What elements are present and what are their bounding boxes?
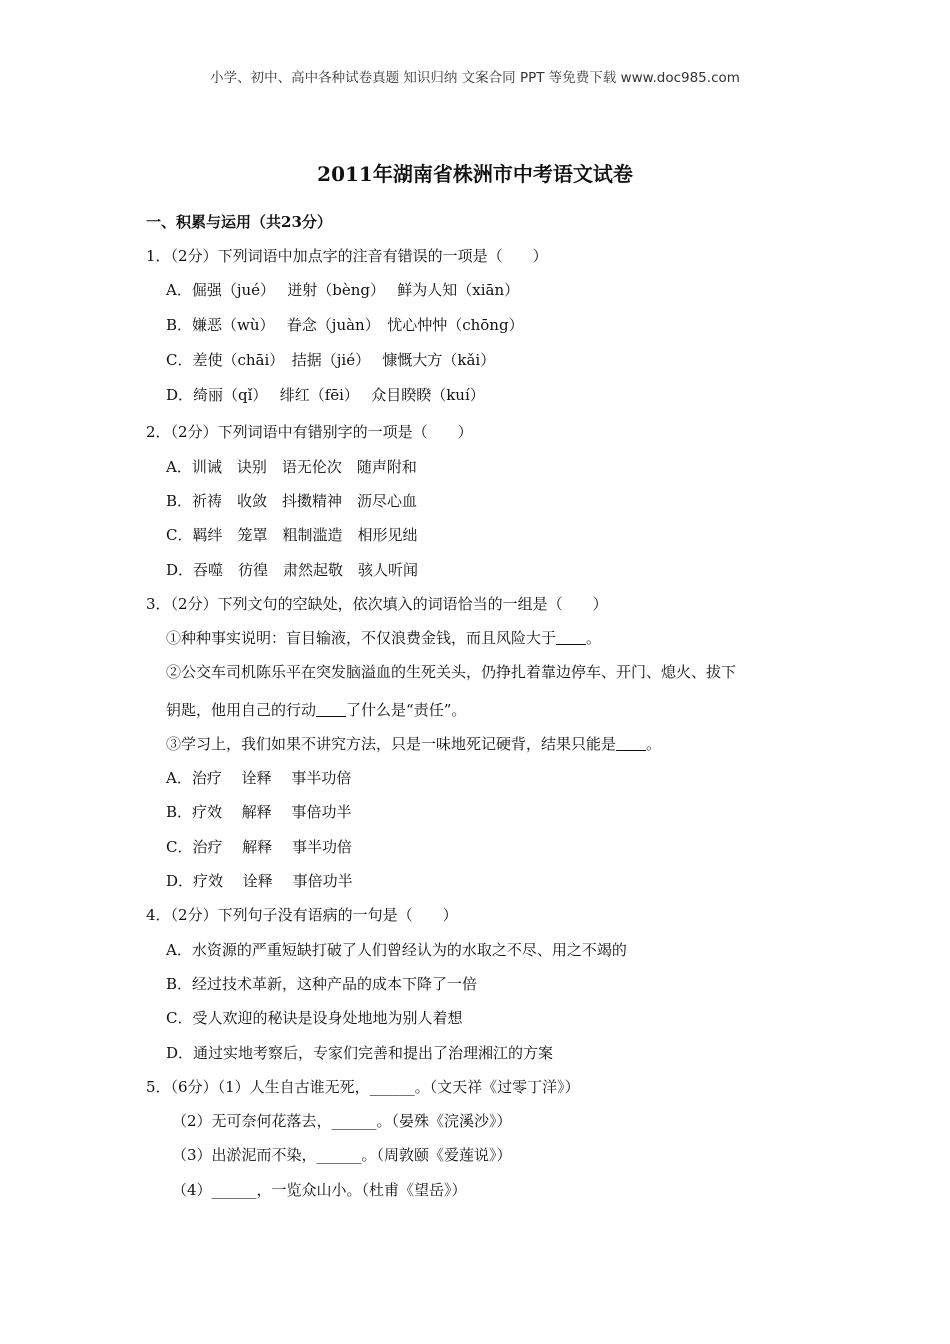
question-2-stem: 2．（2分）下列词语中有错别字的一项是（ ） xyxy=(146,423,473,441)
question-5-line-3: （3）出淤泥而不染，______。（周敦颐《爱莲说》） xyxy=(172,1146,512,1164)
question-3-option-d: D．疗效 诠释 事倍功半 xyxy=(166,872,353,890)
question-3-sentence-2-cont: 钥匙，他用自己的行动 了什么是“责任”。 xyxy=(166,701,467,719)
question-2-option-d: D．吞噬 彷徨 肃然起敬 骇人听闻 xyxy=(166,561,419,579)
question-4-stem: 4．（2分）下列句子没有语病的一句是（ ） xyxy=(146,906,458,924)
question-1-option-c: C．差使（chāi） 拮据（jié） 慷慨大方（kǎi） xyxy=(166,351,496,369)
question-2-option-c: C．羁绊 笼罩 粗制滥造 相形见绌 xyxy=(166,526,418,544)
answer-blank xyxy=(616,735,646,753)
question-2-option-b: B．祈祷 收敛 抖擞精神 沥尽心血 xyxy=(166,492,418,510)
question-3-sentence-2: ②公交车司机陈乐平在突发脑溢血的生死关头，仍挣扎着靠边停车、开门、熄火、拔下 xyxy=(166,663,737,681)
question-4-option-c: C．受人欢迎的秘诀是设身处地地为别人着想 xyxy=(166,1009,463,1027)
question-4-option-b: B．经过技术革新，这种产品的成本下降了一倍 xyxy=(166,975,478,993)
question-5-line-4: （4）______，一览众山小。（杜甫《望岳》） xyxy=(172,1181,467,1199)
answer-blank xyxy=(316,701,346,719)
question-3-sentence-1: ①种种事实说明：盲目输液，不仅浪费金钱，而且风险大于 。 xyxy=(166,629,602,647)
question-1-option-a: A．倔强（jué） 迸射（bèng） 鲜为人知（xiān） xyxy=(166,281,520,299)
answer-blank xyxy=(556,629,586,647)
question-2-option-a: A．训诫 诀别 语无伦次 随声附和 xyxy=(166,458,417,476)
question-1-option-d: D．绮丽（qǐ） 绯红（fēi） 众目睽睽（kuí） xyxy=(166,386,485,404)
question-1-stem: 1．（2分）下列词语中加点字的注音有错误的一项是（ ） xyxy=(146,247,548,265)
question-5-line-1: 5．（6分）（1）人生自古谁无死，______。（文天祥《过零丁洋》） xyxy=(146,1078,580,1096)
question-1-option-b: B．嫌恶（wù） 眷念（juàn） 忧心忡忡（chōng） xyxy=(166,316,524,334)
question-3-stem: 3．（2分）下列文句的空缺处，依次填入的词语恰当的一组是（ ） xyxy=(146,595,608,613)
question-5-line-2: （2）无可奈何花落去，______。（晏殊《浣溪沙》） xyxy=(172,1112,512,1130)
page-title: 2011年湖南省株洲市中考语文试卷 xyxy=(317,162,633,186)
question-3-option-a: A．治疗 诠释 事半功倍 xyxy=(166,769,352,787)
question-3-option-b: B．疗效 解释 事倍功半 xyxy=(166,803,352,821)
question-3-option-c: C．治疗 解释 事半功倍 xyxy=(166,838,353,856)
question-4-option-d: D．通过实地考察后，专家们完善和提出了治理湘江的方案 xyxy=(166,1044,554,1062)
page-header: 小学、初中、高中各种试卷真题 知识归纳 文案合同 PPT 等免费下载 www.doc985.com xyxy=(210,70,740,86)
question-3-sentence-3: ③学习上，我们如果不讲究方法，只是一味地死记硬背，结果只能是 。 xyxy=(166,735,662,753)
question-4-option-a: A．水资源的严重短缺打破了人们曾经认为的水取之不尽、用之不竭的 xyxy=(166,941,627,959)
section-heading: 一、积累与运用（共23分） xyxy=(146,213,332,231)
